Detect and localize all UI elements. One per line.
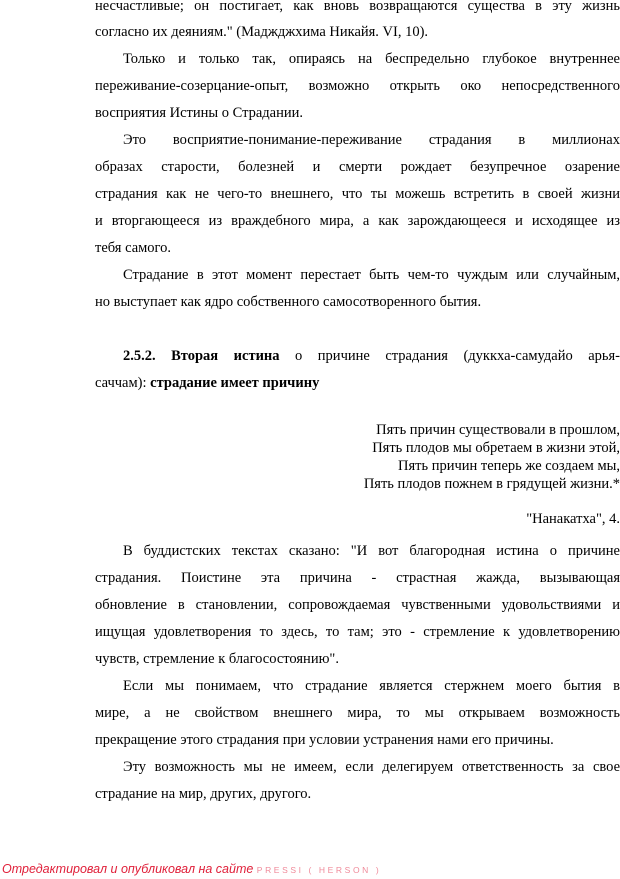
verse-line: Пять причин существовали в прошлом, <box>376 422 620 438</box>
text-line: прекращение этого страдания при условии устранения нами его причины. <box>95 732 554 748</box>
text-line: Если мы понимаем, что страдание является стержнем моего бытия в <box>123 678 620 694</box>
section-heading-cont: саччам): страдание имеет причину <box>95 375 320 391</box>
verse-line: Пять причин теперь же создаем мы, <box>397 458 620 474</box>
text-line: страдания. Поистине эта причина - страстная жажда, вызывающая <box>95 570 620 586</box>
text-line: В буддистских текстах сказано: "И вот благородная истина о причине <box>123 543 620 559</box>
section-number: 2.5.2. <box>123 348 156 364</box>
text-line: несчастливые; он постигает, как вновь возвращаются существа в эту жизнь <box>95 0 620 14</box>
footer-watermark <box>2 862 381 878</box>
footer-site-link[interactable]: PRESSI ( HERSON ) <box>256 865 382 875</box>
text-line: переживание-созерцание-опыт, возможно открыть око непосредственного <box>95 78 620 94</box>
section-heading <box>123 347 620 365</box>
text-line: Эту возможность мы не имеем, если делегируем ответственность за свое <box>123 759 620 775</box>
verse-line: Пять плодов пожнем в грядущей жизни.* <box>363 476 620 492</box>
section-statement: страдание имеет причину <box>150 375 320 391</box>
section-subtitle: о причине страдания (дуккха-самудайо арья- <box>295 348 620 364</box>
text-line: образах старости, болезней и смерти рождает безупречное озарение <box>95 159 620 175</box>
text-line: чувств, стремление к благосостоянию". <box>95 651 339 667</box>
text-line: страдания как не чего-то внешнего, что ты можешь встретить в своей жизни <box>95 186 620 202</box>
verse-source: "Нанакатха", 4. <box>526 511 620 527</box>
text-line: страдание на мир, других, другого. <box>95 786 312 802</box>
text-line: Только и только так, опираясь на беспредельно глубокое внутреннее <box>123 51 620 67</box>
text-line: тебя самого. <box>95 240 172 256</box>
text-line: согласно их деяниям." (Маджджхима Никайя. VI, 10). <box>95 24 429 40</box>
text-line: но выступает как ядро собственного самосотворенного бытия. <box>95 294 482 310</box>
text-line: восприятия Истины о Страдании. <box>95 105 304 121</box>
footer-text: Отредактировал и опубликовал на сайте <box>2 862 254 876</box>
text-line: Это восприятие-понимание-переживание страдания в миллионах <box>123 132 620 148</box>
text-line: и вторгающееся из враждебного мира, а как зарождающееся и исходящее из <box>95 213 620 229</box>
text-line: Страдание в этот момент перестает быть чем-то чуждым или случайным, <box>123 267 620 283</box>
section-title: Вторая истина <box>171 348 280 364</box>
verse-line: Пять плодов мы обретаем в жизни этой, <box>372 440 620 456</box>
text-line: мире, а не свойством внешнего мира, то мы открываем возможность <box>95 705 620 721</box>
text-line: ищущая удовлетворения то здесь, то там; это - стремление к удовлетворению <box>95 624 620 640</box>
text-line: обновление в становлении, сопровождаемая чувственными удовольствиями и <box>95 597 620 613</box>
